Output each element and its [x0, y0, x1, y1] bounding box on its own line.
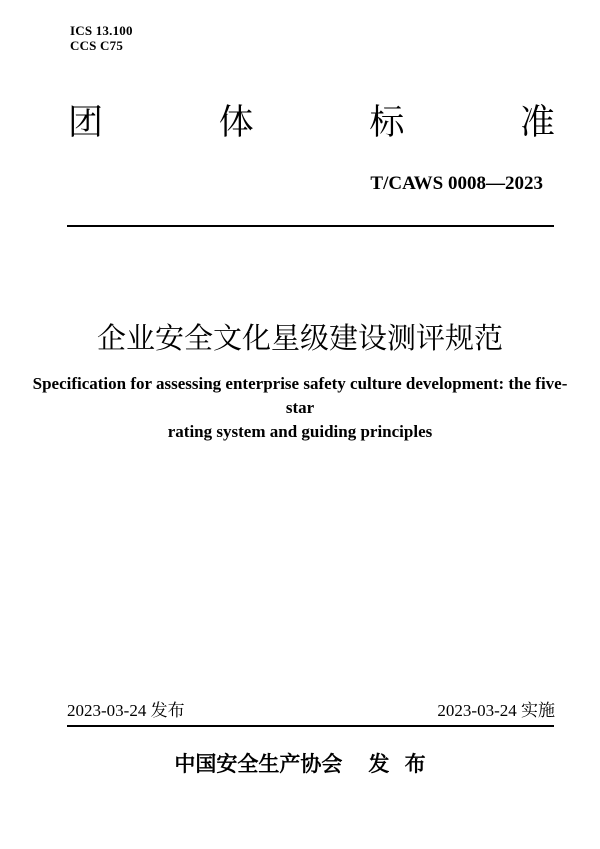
- doc-type-char-2: 体: [218, 103, 254, 143]
- english-title-line-2: rating system and guiding principles: [167, 422, 433, 441]
- implement-date: 2023-03-24 实施: [437, 701, 555, 720]
- dates-row: [67, 701, 555, 721]
- footer-rule: [67, 725, 554, 727]
- doc-type-char-3: 标: [369, 103, 405, 143]
- doc-type-char-1: 团: [68, 103, 104, 143]
- ics-code: ICS 13.100: [70, 23, 133, 38]
- header-rule: [67, 225, 554, 227]
- issue-date: 2023-03-24 发布: [67, 701, 185, 720]
- publisher-name: 中国安全生产协会: [174, 752, 343, 776]
- standard-number: T/CAWS 0008—2023: [370, 173, 543, 194]
- doc-type-char-4: 准: [519, 103, 555, 143]
- main-title-english: [30, 372, 570, 444]
- publisher-row: [0, 751, 600, 777]
- ccs-code: CCS C75: [70, 38, 124, 53]
- document-type-title: [68, 103, 555, 143]
- classification-codes: [70, 23, 133, 53]
- english-title-line-1: Specification for assessing enterprise safety culture development: the five-star: [32, 374, 568, 417]
- main-title-chinese: 企业安全文化星级建设测评规范: [96, 321, 503, 355]
- publish-label: 发 布: [368, 752, 426, 776]
